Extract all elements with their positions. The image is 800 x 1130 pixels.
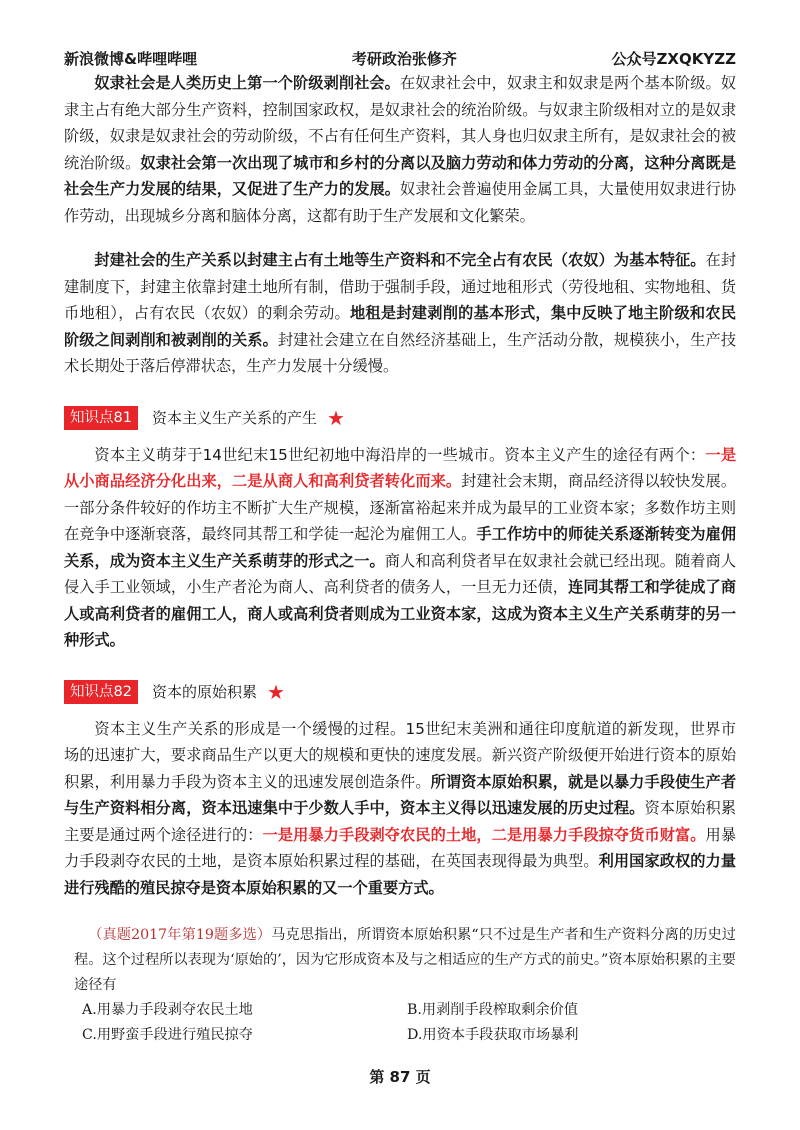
body-text: 资本原始积累主要是通过两个途径进行的：: [64, 799, 737, 844]
paragraph-slave-society: [64, 70, 736, 229]
body-text: 在奴隶社会中，奴隶主和奴隶是两个基本阶级。奴隶主占有绝大部分生产资料，控制国家政权，是奴隶社会的统治阶级。与奴隶主阶级相对立的是奴隶阶级，奴隶是奴隶社会的劳动阶级，不占有任何生产资料，其人身也归奴隶主所有，是奴隶社会的被统治阶级。: [64, 74, 737, 172]
body-text: 奴隶社会普遍使用金属工具，大量使用奴隶进行协作劳动，出现城乡分离和脑体分离，这都有助于生产发展和文化繁荣。: [64, 180, 737, 225]
bold-text: 所谓资本原始积累，就是以暴力手段使生产者与生产资料相分离，资本迅速集中于少数人手中，资本主义得以迅速发展的历史过程。: [64, 772, 737, 817]
option-c: C.用野蛮手段进行殖民掠夺: [82, 1027, 253, 1043]
bold-text: 封建社会的生产关系以封建主占有土地等生产资料和不完全占有农民（农奴）为基本特征。: [94, 251, 706, 269]
header-left: 新浪微博&哔哩哔哩: [64, 50, 198, 68]
knowledge-point-title: 资本的原始积累: [151, 683, 257, 701]
knowledge-point-tag: 知识点82: [64, 680, 138, 704]
knowledge-point-81-heading: [64, 406, 736, 430]
exam-options: [74, 998, 736, 1048]
knowledge-point-title: 资本主义生产关系的产生: [151, 409, 317, 427]
page-number: 第 87 页: [369, 1068, 431, 1086]
header-center: 考研政治张修齐: [351, 50, 457, 68]
bold-text: 手工作坊中的师徒关系逐渐转变为雇佣关系，成为资本主义生产关系萌芽的形式之一。: [64, 525, 737, 570]
page-header: [64, 48, 736, 69]
body-text: 用暴力手段剥夺农民的土地，是资本原始积累过程的基础，在英国表现得最为典型。: [64, 825, 737, 870]
paragraph-primitive-accumulation: [64, 716, 736, 902]
knowledge-point-tag: 知识点81: [64, 406, 138, 430]
body-text: 商人和高利贷者早在奴隶社会就已经出现。随着商人侵入手工业领域，小生产者沦为商人、高利贷者的债务人，一旦无力还债，: [64, 551, 737, 596]
option-d: D.用资本手段获取市场暴利: [407, 1027, 579, 1043]
bold-text: 奴隶社会是人类历史上第一个阶级剥削社会。: [94, 74, 400, 92]
page-content: [64, 70, 736, 1048]
option-a: A.用暴力手段剥夺农民土地: [82, 1002, 253, 1018]
option-b: B.用剥削手段榨取剩余价值: [407, 1002, 578, 1018]
body-text: 封建社会末期，商品经济得以较快发展。一部分条件较好的作坊主不断扩大生产规模，逐渐富裕起来并成为最早的工业资本家；多数作坊主则在竞争中逐渐衰落，最终同其帮工和学徒一起沦为雇佣工人。: [64, 472, 737, 543]
header-right: 公众号ZXQKYZZ: [611, 50, 736, 68]
body-text: 资本主义生产关系的形成是一个缓慢的过程。15世纪末美洲和通往印度航道的新发现，世界市场的迅速扩大，要求商品生产以更大的规模和更快的速度发展。新兴资产阶级便开始进行资本的原始积累，利用暴力手段为资本主义的迅速发展创造条件。: [64, 719, 736, 791]
bold-text: 地租是封建剥削的基本形式，集中反映了地主阶级和农民阶级之间剥削和被剥削的关系。: [64, 304, 737, 349]
knowledge-point-82-heading: [64, 680, 736, 704]
body-text: 在封建制度下，封建主依靠封建土地所有制，借助于强制手段，通过地租形式（劳役地租、实物地租、货币地租），占有农民（农奴）的剩余劳动。: [64, 251, 737, 322]
bold-text: 奴隶社会第一次出现了城市和乡村的分离以及脑力劳动和体力劳动的分离，这种分离既是社会生产力发展的结果，又促进了生产力的发展。: [64, 153, 737, 198]
highlight-text: 一是从小商品经济分化出来，二是从商人和高利贷者转化而来。: [64, 445, 737, 490]
exam-question-text: 马克思指出，所谓资本原始积累“只不过是生产者和生产资料分离的历史过程。这个过程所以表现为‘原始的’，因为它形成资本及与之相适应的生产方式的前史。”资本原始积累的主要途径有: [74, 927, 736, 993]
body-text: 资本主义萌芽于14世纪末15世纪初地中海沿岸的一些城市。资本主义产生的途径有两个：: [94, 445, 706, 464]
bold-text: 连同其帮工和学徒成了商人或高利贷者的雇佣工人，商人或高利贷者则成为工业资本家，这成为资本主义生产关系萌芽的另一种形式。: [64, 578, 737, 649]
star-icon: ★: [326, 405, 345, 430]
paragraph-capitalism-origin: [64, 442, 736, 654]
body-text: 封建社会建立在自然经济基础上，生产活动分散，规模狭小，生产技术长期处于落后停滞状态，生产力发展十分缓慢。: [64, 330, 737, 375]
exam-question: [74, 923, 736, 1048]
exam-question-stem: [74, 923, 736, 998]
highlight-text: 一是用暴力手段剥夺农民的土地，二是用暴力手段掠夺货币财富。: [262, 825, 706, 844]
star-icon: ★: [266, 679, 285, 704]
paragraph-feudal-society: [64, 247, 736, 380]
exam-tag: （真题2017年第19题多选）: [88, 927, 272, 943]
bold-text: 利用国家政权的力量进行残酷的殖民掠夺是资本原始积累的又一个重要方式。: [64, 852, 737, 897]
